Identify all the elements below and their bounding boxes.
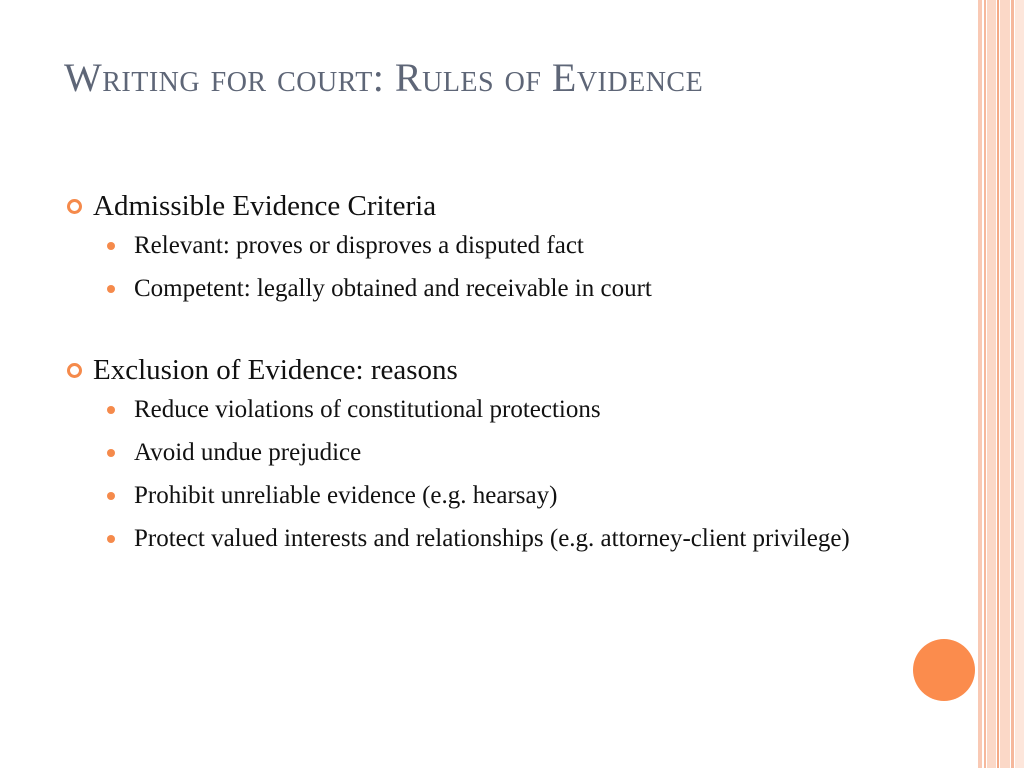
list-item <box>64 228 904 263</box>
dot-bullet-icon <box>107 406 115 414</box>
decorative-stripe <box>987 0 996 768</box>
section-admissible-evidence <box>64 186 904 306</box>
decorative-circle <box>913 639 975 701</box>
slide-title: Writing for court: Rules of Evidence <box>64 55 704 100</box>
dot-bullet-icon <box>107 242 115 250</box>
list-item-text: Reduce violations of constitutional protections <box>134 396 601 423</box>
list-item-text: Protect valued interests and relationships (e.g. attorney-client privilege) <box>134 525 850 552</box>
sub-bullet-list <box>64 228 904 306</box>
decorative-stripe <box>984 0 986 768</box>
ring-bullet-icon <box>67 363 82 378</box>
decorative-stripe <box>1015 0 1024 768</box>
list-item <box>64 435 904 470</box>
decorative-stripe <box>1011 0 1014 768</box>
dot-bullet-icon <box>107 449 115 457</box>
list-item-text: Avoid undue prejudice <box>134 439 362 466</box>
sub-bullet-list <box>64 392 904 556</box>
ring-bullet-icon <box>67 199 82 214</box>
list-item-text: Prohibit unreliable evidence (e.g. hearsay) <box>134 482 558 509</box>
section-heading: Admissible Evidence Criteria <box>93 190 437 222</box>
list-item <box>64 521 904 556</box>
decorative-stripe <box>1000 0 1010 768</box>
decorative-stripe <box>978 0 982 768</box>
dot-bullet-icon <box>107 535 115 543</box>
slide-content <box>64 186 904 564</box>
list-item-text: Relevant: proves or disproves a disputed fact <box>134 232 584 259</box>
dot-bullet-icon <box>107 285 115 293</box>
decorative-stripe <box>997 0 999 768</box>
list-item <box>64 478 904 513</box>
bullet-level-1 <box>64 350 904 390</box>
bullet-level-1 <box>64 186 904 226</box>
dot-bullet-icon <box>107 492 115 500</box>
section-heading: Exclusion of Evidence: reasons <box>93 354 458 386</box>
section-exclusion-of-evidence <box>64 350 904 556</box>
list-item-text: Competent: legally obtained and receivable in court <box>134 275 652 302</box>
list-item <box>64 271 904 306</box>
list-item <box>64 392 904 427</box>
